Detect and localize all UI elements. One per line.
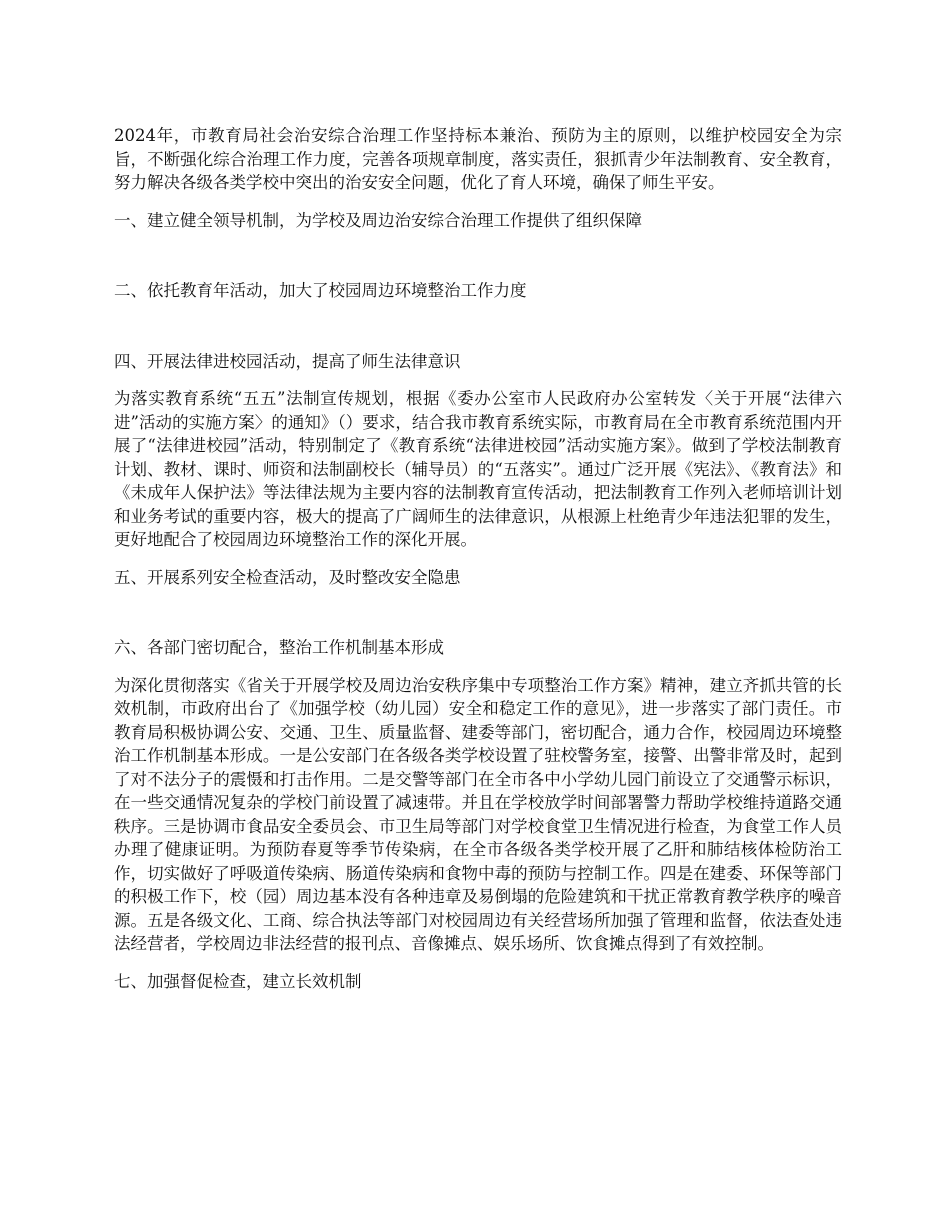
section-4-paragraph: 为落实教育系统“五五”法制宣传规划，根据《委办公室市人民政府办公室转发〈关于开展“法律六进”活动的实施方案〉的通知》（）要求，结合我市教育系统实际，市教育局在全市教育系统范围内开展了“法律进校园”活动，特别制定了《教育系统“法律进校园”活动实施方案》。做到了学校法制教育计划、教材、课时、师资和法制副校长（辅导员）的“五落实”。通过广泛开展《宪法》、《教育法》和《未成年人保护法》等法律法规为主要内容的法制教育宣传活动，把法制教育工作列入老师培训计划和业务考试的重要内容，极大的提高了广阔师生的法律意识，从根源上杜绝青少年违法犯罪的发生，更好地配合了校园周边环境整治工作的深化开展。 <box>114 389 842 549</box>
spacer <box>114 232 842 279</box>
section-heading-2: 二、依托教育年活动，加大了校园周边环境整治工作力度 <box>114 281 527 300</box>
spacer <box>114 552 842 566</box>
section-heading-6: 六、各部门密切配合，整治工作机制基本形成 <box>114 638 444 657</box>
spacer <box>114 303 842 350</box>
spacer <box>114 660 842 674</box>
section-heading-5: 五、开展系列安全检查活动，及时整改安全隐患 <box>114 567 461 587</box>
section-heading-4: 四、开展法律进校园活动，提高了师生法律意识 <box>114 351 461 371</box>
spacer <box>114 373 842 387</box>
spacer <box>114 195 842 209</box>
spacer <box>114 589 842 636</box>
section-heading-7: 七、加强督促检查，建立长效机制 <box>114 971 362 991</box>
section-6-paragraph: 为深化贯彻落实《省关于开展学校及周边治安秩序集中专项整治工作方案》精神，建立齐抓共管的长效机制，市政府出台了《加强学校（幼儿园）安全和稳定工作的意见》，进一步落实了部门责任。市教育局积极协调公安、交通、卫生、质量监督、建委等部门，密切配合，通力合作，校园周边环境整治工作机制基本形成。一是公安部门在各级各类学校设置了驻校警务室，接警、出警非常及时，起到了对不法分子的震慑和打击作用。二是交警等部门在全市各中小学幼儿园门前设立了交通警示标识，在一些交通情况复杂的学校门前设置了减速带。并且在学校放学时间部署警力帮助学校维持道路交通秩序。三是协调市食品安全委员会、市卫生局等部门对学校食堂卫生情况进行检查，为食堂工作人员办理了健康证明。为预防春夏等季节传染病，在全市各级各类学校开展了乙肝和肺结核体检防治工作，切实做好了呼吸道传染病、肠道传染病和食物中毒的预防与控制工作。四是在建委、环保等部门的积极工作下，校（园）周边基本没有各种违章及易倒塌的危险建筑和干扰正常教育教学秩序的噪音源。五是各级文化、工商、综合执法等部门对校园周边有关经营场所加强了管理和监督，依法查处违法经营者，学校周边非法经营的报刊点、音像摊点、娱乐场所、饮食摊点得到了有效控制。 <box>114 675 842 953</box>
spacer <box>114 956 842 970</box>
section-heading-1: 一、建立健全领导机制，为学校及周边治安综合治理工作提供了组织保障 <box>114 210 642 230</box>
document-body <box>114 124 842 993</box>
intro-paragraph: 2024年，市教育局社会治安综合治理工作坚持标本兼治、预防为主的原则，以维护校园安全为宗旨，不断强化综合治理工作力度，完善各项规章制度，落实责任，狠抓青少年法制教育、安全教育，努力解决各级各类学校中突出的治安安全问题，优化了育人环境，确保了师生平安。 <box>114 126 842 192</box>
